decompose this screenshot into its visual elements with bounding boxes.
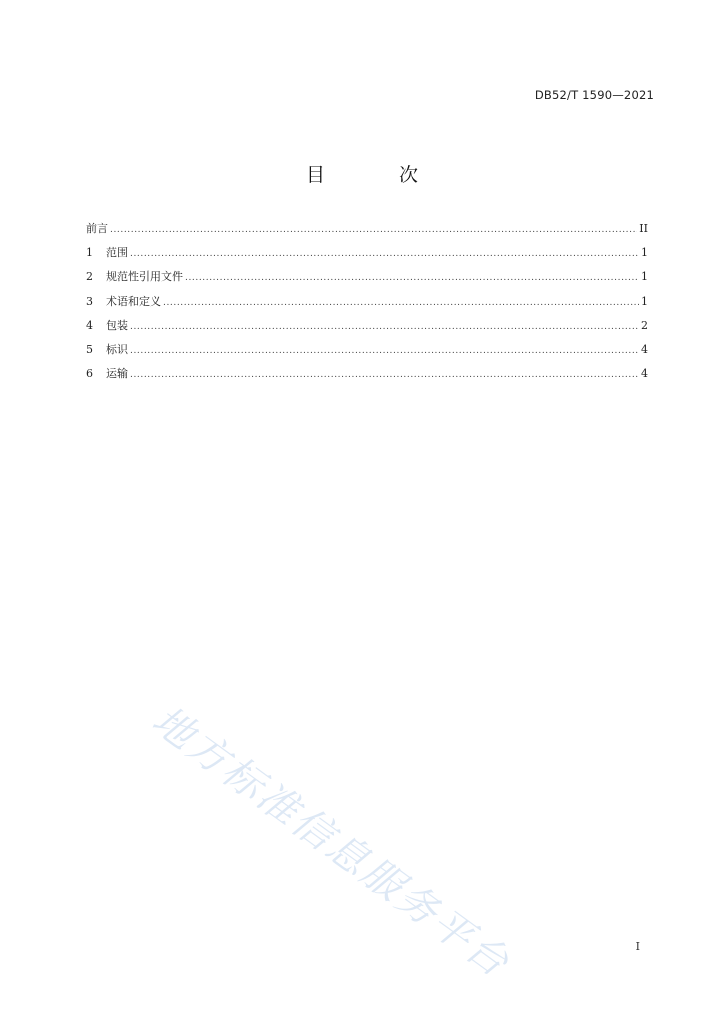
toc-dot-leader <box>130 249 639 259</box>
toc-entry-page: 1 <box>641 270 648 284</box>
toc-entry-label: 运输 <box>106 367 128 381</box>
toc-entry-page: 2 <box>641 318 648 332</box>
toc-entry-page: 4 <box>641 367 648 381</box>
toc-dot-leader <box>130 370 639 380</box>
toc-dot-leader <box>130 322 639 332</box>
toc-entry-scope[interactable] <box>86 244 648 268</box>
toc-dot-leader <box>110 225 637 235</box>
toc-entry-label: 标识 <box>106 342 128 356</box>
page-number: I <box>635 940 640 953</box>
toc-entry-foreword[interactable] <box>86 220 648 244</box>
toc-entry-number: 4 <box>86 318 93 332</box>
toc-entry-label: 规范性引用文件 <box>106 270 183 284</box>
toc-dot-leader <box>185 273 639 283</box>
toc-entry-page: II <box>639 222 648 235</box>
toc-entry-number: 6 <box>86 367 93 381</box>
toc-entry-page: 4 <box>641 342 648 356</box>
table-of-contents <box>86 220 648 389</box>
watermark-text: 地方标准信息服务平台 <box>143 697 519 988</box>
toc-entry-label: 包装 <box>106 318 128 332</box>
toc-entry-marking[interactable] <box>86 341 648 365</box>
toc-entry-terms-definitions[interactable] <box>86 293 648 317</box>
toc-entry-number: 3 <box>86 294 93 308</box>
toc-entry-page: 1 <box>641 294 648 308</box>
toc-entry-normative-references[interactable] <box>86 268 648 292</box>
toc-entry-label: 术语和定义 <box>106 294 161 308</box>
toc-dot-leader <box>130 346 639 356</box>
toc-entry-number: 1 <box>86 246 93 260</box>
toc-entry-number: 2 <box>86 270 93 284</box>
toc-dot-leader <box>163 298 639 308</box>
toc-title: 目 次 <box>305 164 453 186</box>
toc-entry-page: 1 <box>641 246 648 260</box>
toc-entry-transport[interactable] <box>86 365 648 389</box>
toc-entry-packaging[interactable] <box>86 317 648 341</box>
toc-entry-label: 前言 <box>86 222 108 235</box>
document-code: DB52/T 1590—2021 <box>534 88 654 102</box>
toc-entry-number: 5 <box>86 342 93 356</box>
toc-entry-label: 范围 <box>106 246 128 260</box>
